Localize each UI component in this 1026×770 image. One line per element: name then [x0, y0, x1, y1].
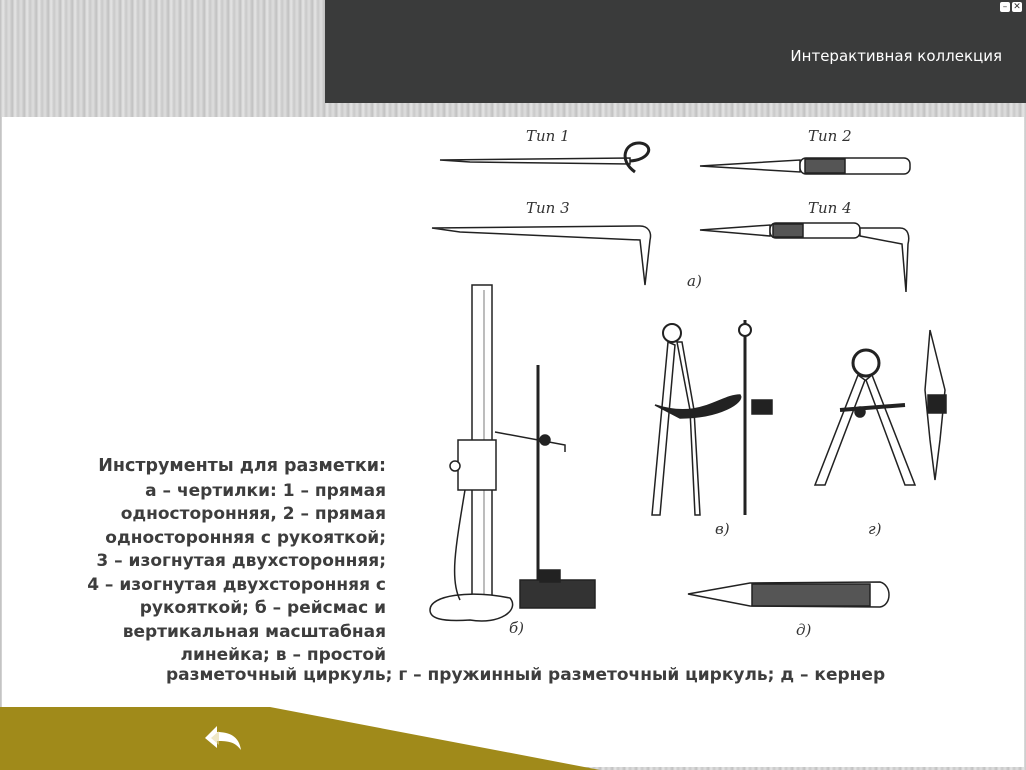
caption-line: односторонняя, 2 – прямая — [120, 504, 386, 524]
caption-block — [87, 455, 386, 668]
label-part-b: б) — [509, 619, 525, 637]
minimize-button[interactable]: – — [1000, 2, 1010, 12]
scriber-type-2 — [700, 158, 910, 174]
label-part-g: г) — [868, 520, 882, 538]
spring-compass — [815, 330, 946, 485]
label-type-2: Тип 2 — [808, 127, 852, 145]
caption-line: 4 – изогнутая двухсторонняя с — [87, 574, 386, 595]
caption-line: а – чертилки: 1 – прямая — [145, 480, 386, 501]
back-button[interactable] — [203, 722, 243, 754]
label-type-3: Тип 3 — [526, 199, 570, 217]
caption-line: вертикальная масштабная — [122, 621, 386, 642]
scriber-type-1 — [440, 143, 649, 172]
label-part-v: в) — [715, 520, 730, 538]
caption-heading: Инструменты для разметки: — [98, 456, 386, 476]
back-arrow-icon — [203, 722, 243, 754]
caption-line: односторонняя с рукояткой; — [105, 527, 386, 548]
label-part-d: д) — [796, 621, 812, 639]
footer-decoration — [0, 705, 1026, 770]
height-gauge — [430, 285, 595, 621]
caption-line: 3 – изогнутая двухсторонняя; — [96, 551, 386, 571]
caption-line: линейка; в – простой — [180, 645, 386, 665]
label-type-1: Тип 1 — [526, 127, 570, 145]
header-bar — [325, 0, 1026, 103]
scriber-type-4 — [700, 223, 909, 292]
label-type-4: Тип 4 — [808, 199, 852, 217]
center-punch — [688, 582, 889, 607]
close-button[interactable]: ✕ — [1013, 2, 1021, 12]
scriber-type-3 — [432, 226, 651, 285]
caption-last-line: разметочный циркуль; г – пружинный разметочный циркуль; д – кернер — [166, 665, 886, 685]
page-title: Интерактивная коллекция — [790, 47, 1002, 65]
caption-line: рукояткой; б – рейсмас и — [139, 598, 386, 618]
label-part-a: а) — [687, 272, 702, 290]
simple-compass — [652, 320, 772, 515]
